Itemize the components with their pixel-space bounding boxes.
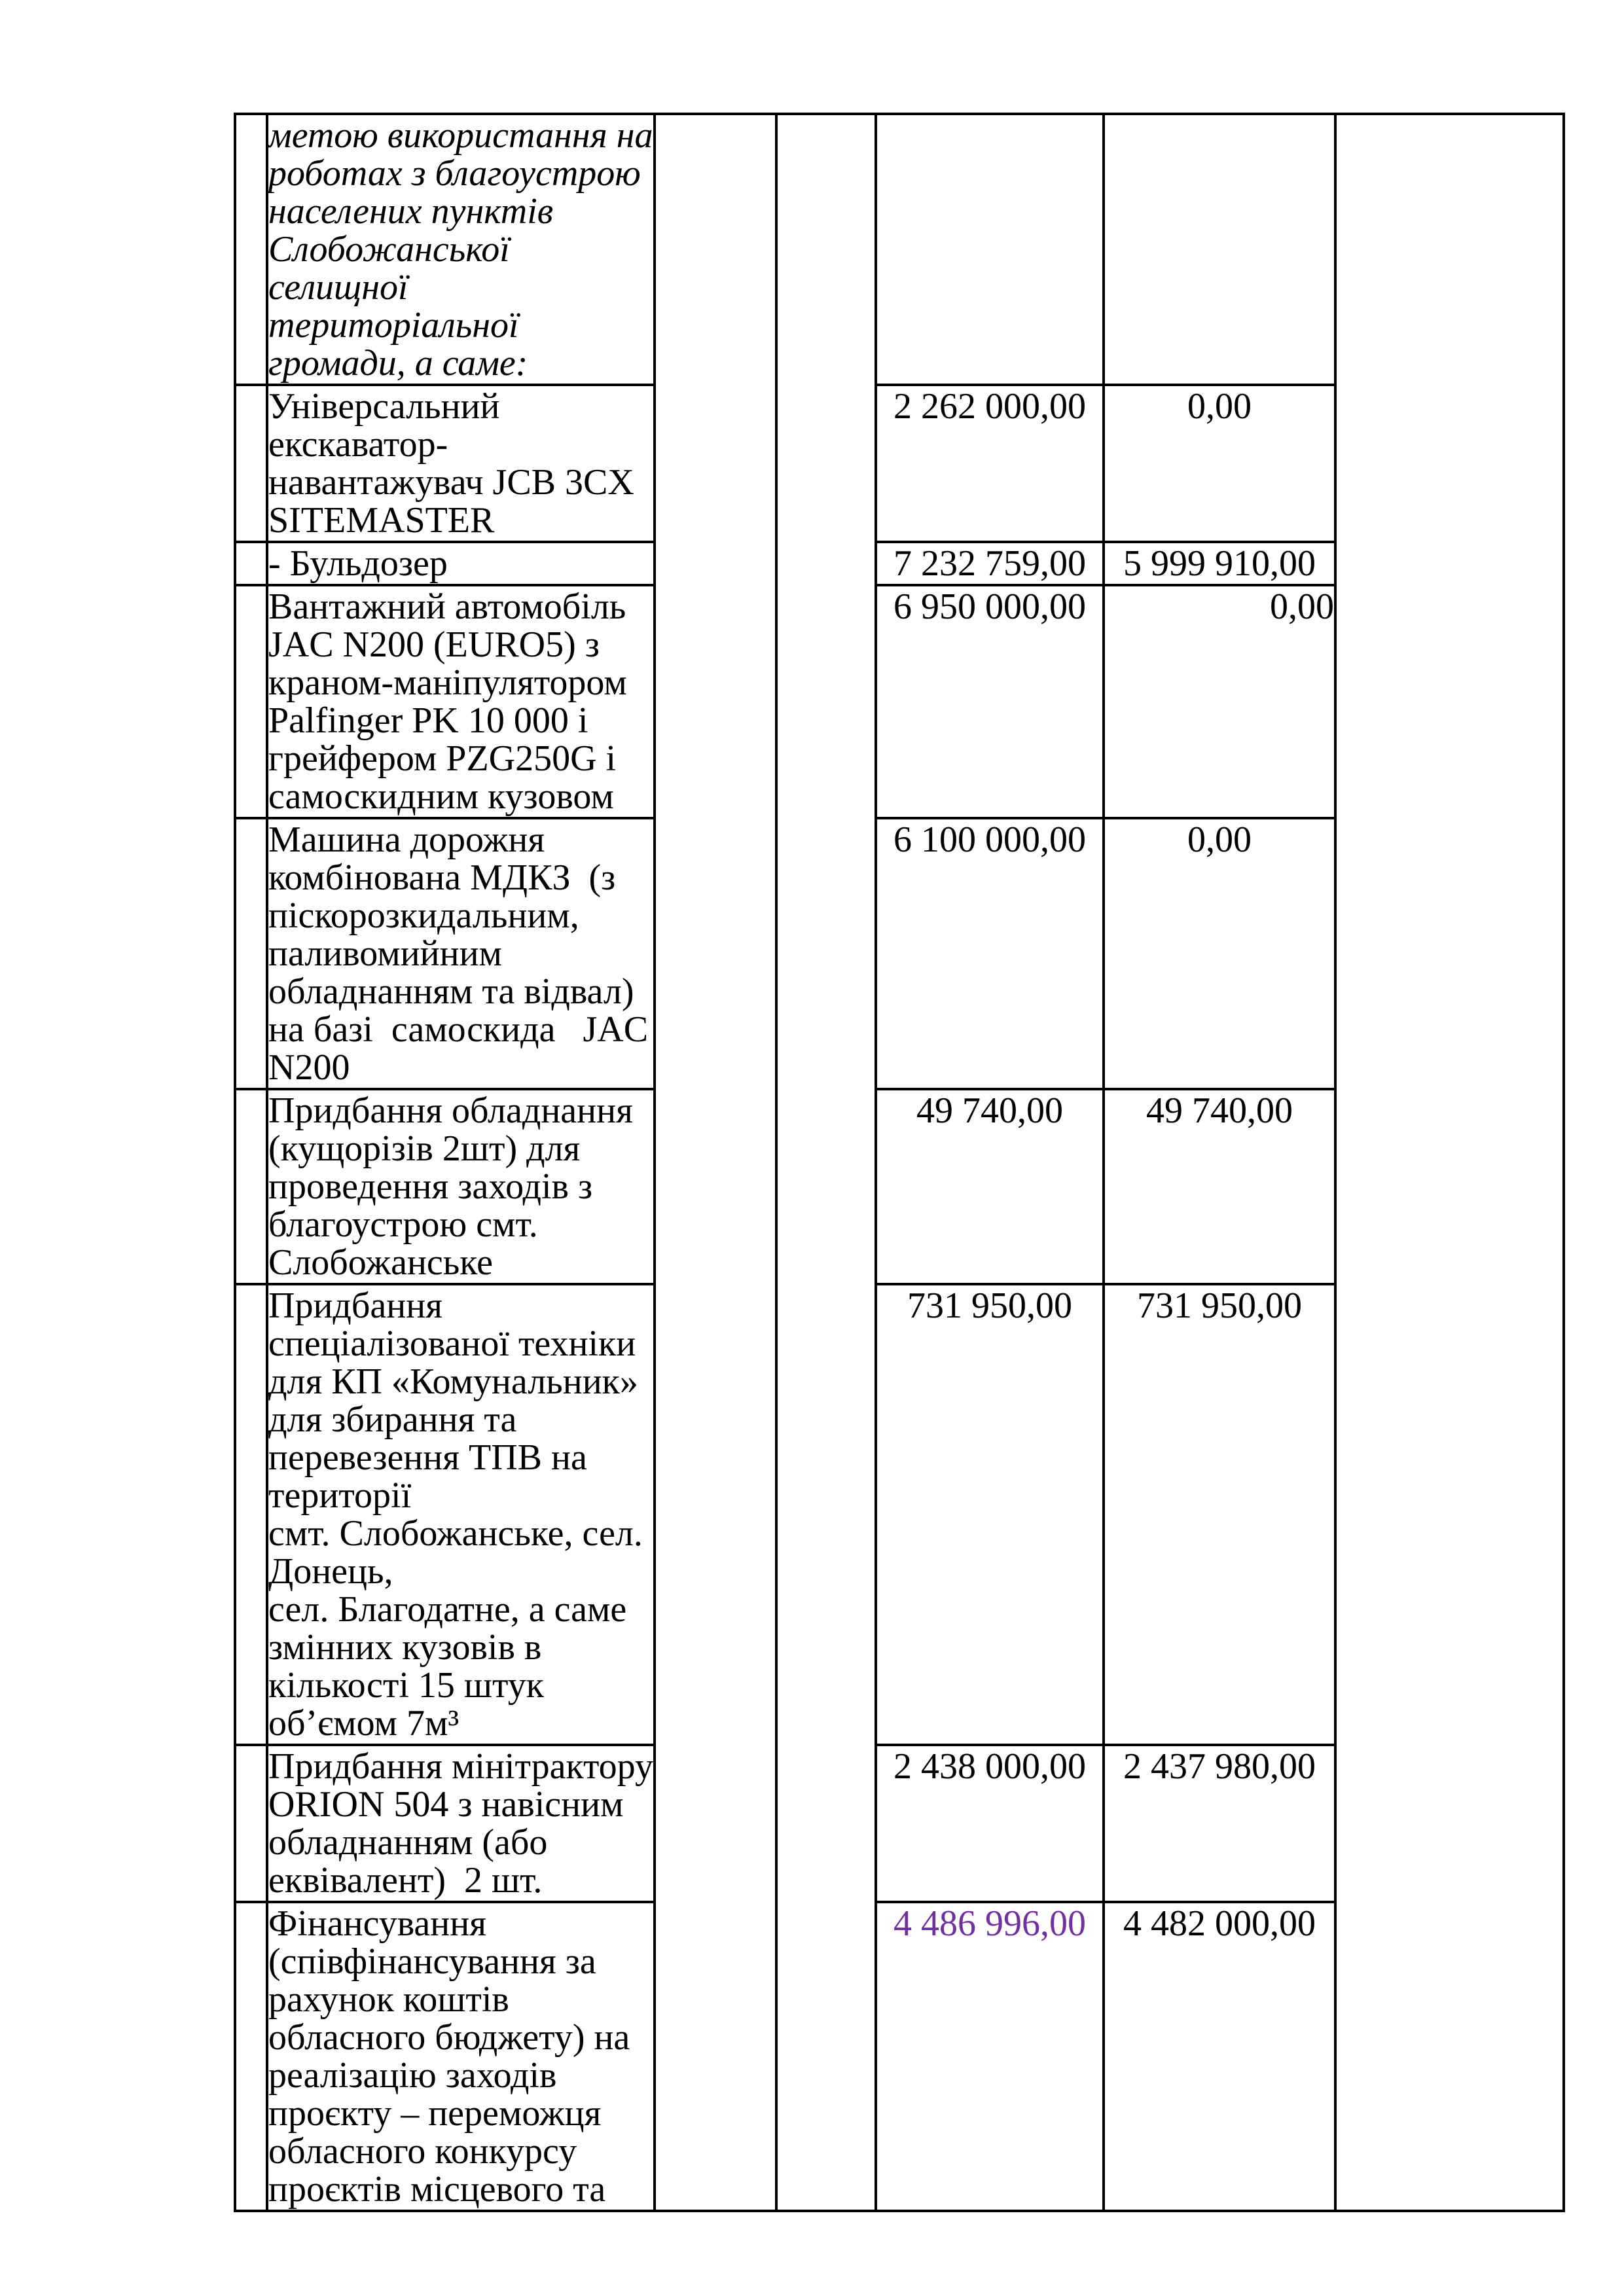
item-description-cell [267, 542, 655, 585]
row-index-cell [235, 114, 267, 385]
item-description-cell [267, 585, 655, 818]
amount-fact-cell: 731 950,00 [1104, 1284, 1335, 1745]
description-line: Вантажний автомобіль [268, 586, 626, 627]
description-line: Придбання [268, 1285, 442, 1326]
description-line: проєктів місцевого та [268, 2169, 606, 2210]
description-line: грейфером PZG250G і [268, 738, 617, 779]
description-line: проєкту – переможця [268, 2093, 602, 2134]
description-line: N200 [268, 1047, 350, 1088]
amount-plan-cell: 6 100 000,00 [876, 818, 1104, 1089]
description-line: паливомийним [268, 933, 502, 974]
item-description-cell [267, 1745, 655, 1902]
item-description-cell [267, 1089, 655, 1284]
item-description-cell [267, 1284, 655, 1745]
description-line: Слобожанське [268, 1242, 493, 1283]
description-line: кількості 15 штук [268, 1665, 544, 1706]
description-line: Донець, [268, 1551, 393, 1592]
description-line: на базі самоскида JAC [268, 1009, 649, 1050]
row-index-cell [235, 1902, 267, 2211]
description-line: територіальної [268, 305, 519, 346]
description-line: для збирання та [268, 1399, 517, 1440]
description-line: JAC N200 (EURO5) з [268, 624, 600, 665]
amount-plan-cell: 731 950,00 [876, 1284, 1104, 1745]
description-line: - Бульдозер [268, 543, 448, 584]
procurement-items-table [234, 113, 1565, 2212]
amount-plan-cell: 49 740,00 [876, 1089, 1104, 1284]
description-line: проведення заходів з [268, 1166, 593, 1207]
notes-column-cell [1335, 114, 1564, 2211]
description-line: території [268, 1475, 412, 1516]
description-line: Слобожанської [268, 229, 510, 270]
amount-plan-cell: 6 950 000,00 [876, 585, 1104, 818]
description-line: Універсальний [268, 386, 500, 427]
description-line: реалізацію заходів [268, 2055, 557, 2096]
item-description-cell [267, 114, 655, 385]
row-index-cell [235, 385, 267, 542]
description-line: роботах з благоустрою [268, 153, 641, 194]
row-index-cell [235, 818, 267, 1089]
description-line: екскаватор- [268, 424, 448, 465]
amount-plan-cell: 2 262 000,00 [876, 385, 1104, 542]
description-line: комбінована МДКЗ (з [268, 857, 616, 898]
description-line: для КП «Комунальник» [268, 1361, 638, 1402]
description-line: обладнанням та відвал) [268, 971, 634, 1012]
description-line: (кущорізів 2шт) для [268, 1128, 581, 1169]
amount-plan-cell: 7 232 759,00 [876, 542, 1104, 585]
amount-plan-cell: 4 486 996,00 [876, 1902, 1104, 2211]
description-line: навантажувач JCB 3CX [268, 462, 634, 503]
description-line: Машина дорожня [268, 819, 545, 860]
description-line: змінних кузовів в [268, 1627, 542, 1668]
description-line: Придбання обладнання [268, 1090, 633, 1131]
description-line: ORION 504 з навісним [268, 1784, 624, 1825]
description-line: рахунок коштів [268, 1979, 509, 2020]
description-line: громади, а саме: [268, 343, 528, 384]
description-line: обладнанням (або [268, 1822, 548, 1863]
row-index-cell [235, 1089, 267, 1284]
row-index-cell [235, 585, 267, 818]
description-line: спеціалізованої техніки [268, 1323, 636, 1364]
amount-fact-cell: 0,00 [1104, 585, 1335, 818]
description-line: сел. Благодатне, а саме [268, 1589, 627, 1630]
description-line: Фінансування [268, 1903, 486, 1944]
description-line: обласного конкурсу [268, 2131, 577, 2172]
description-line: смт. Слобожанське, сел. [268, 1513, 643, 1554]
description-line: перевезення ТПВ на [268, 1437, 587, 1478]
row-index-cell [235, 1745, 267, 1902]
amount-plan-cell: 2 438 000,00 [876, 1745, 1104, 1902]
amount-plan-cell [876, 114, 1104, 385]
description-line: SITEMASTER [268, 500, 495, 541]
description-line: селищної [268, 267, 408, 308]
description-line: краном-маніпулятором [268, 662, 627, 703]
spacer-column-b-cell [776, 114, 876, 2211]
description-line: піскорозкидальним, [268, 895, 579, 936]
amount-fact-cell: 49 740,00 [1104, 1089, 1335, 1284]
item-description-cell [267, 1902, 655, 2211]
description-line: об’ємом 7м³ [268, 1703, 460, 1744]
description-line: обласного бюджету) на [268, 2017, 630, 2058]
amount-fact-cell [1104, 114, 1335, 385]
description-line: самоскидним кузовом [268, 776, 614, 817]
amount-fact-cell: 4 482 000,00 [1104, 1902, 1335, 2211]
item-description-cell [267, 818, 655, 1089]
item-description-cell [267, 385, 655, 542]
description-line: населених пунктів [268, 191, 554, 232]
table-body [235, 114, 1564, 2211]
description-line: еквівалент) 2 шт. [268, 1860, 543, 1901]
amount-fact-cell: 2 437 980,00 [1104, 1745, 1335, 1902]
row-index-cell [235, 542, 267, 585]
description-line: метою використання на [268, 115, 653, 156]
description-line: Palfinger PK 10 000 і [268, 700, 588, 741]
description-line: (співфінансування за [268, 1941, 596, 1982]
spacer-column-a-cell [655, 114, 776, 2211]
row-index-cell [235, 1284, 267, 1745]
description-line: Придбання мінітрактору [268, 1746, 653, 1787]
description-line: благоустрою смт. [268, 1204, 538, 1245]
amount-fact-cell: 0,00 [1104, 385, 1335, 542]
amount-fact-cell: 0,00 [1104, 818, 1335, 1089]
amount-fact-cell: 5 999 910,00 [1104, 542, 1335, 585]
continuation-intro-row [235, 114, 1564, 385]
